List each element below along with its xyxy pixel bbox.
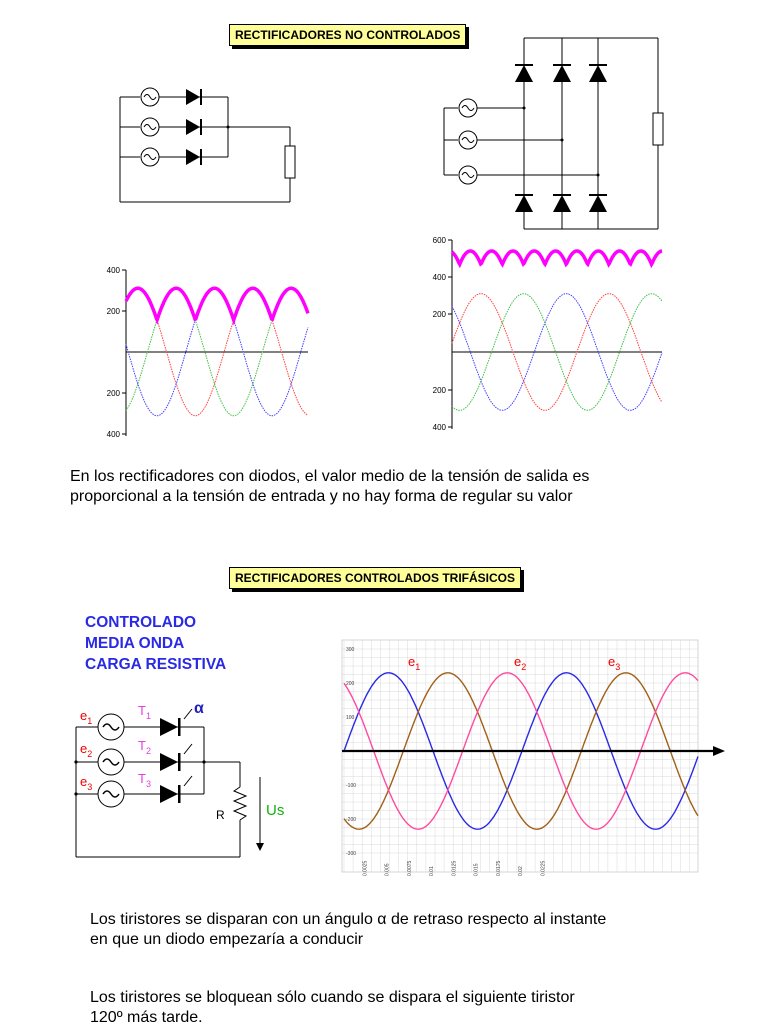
- e1-label: e: [80, 708, 88, 723]
- diode-icon: [186, 149, 200, 165]
- e1-wave-sub: 1: [415, 662, 421, 672]
- svg-text:e3: [80, 774, 92, 792]
- tick-label: 200: [432, 386, 446, 395]
- paragraph-blocking: [90, 988, 730, 1028]
- t3-label: T: [138, 771, 146, 786]
- y-tick-label: -300: [346, 851, 357, 857]
- y-tick-label: 300: [346, 647, 355, 653]
- tick-label: 400: [432, 273, 446, 282]
- half-wave-diode-circuit: [110, 80, 310, 210]
- e3-wave-sub: 3: [615, 662, 621, 672]
- x-tick-label: 0.0225: [540, 860, 547, 876]
- title-line: CARGA RESISTIVA: [85, 656, 227, 673]
- y-tick-label: 100: [346, 715, 355, 721]
- paragraph-line: Los tiristores se bloquean sólo cuando se dispara el siguiente tiristor: [90, 989, 575, 1006]
- output-wave: [126, 288, 308, 320]
- paragraph-line: en que un diodo empezaría a conducir: [90, 931, 364, 948]
- section-banner-uncontrolled: [229, 24, 466, 46]
- plot-three-phase-voltages: [330, 638, 728, 880]
- paragraph-line: En los rectificadores con diodos, el valor medio de la tensión de salida es: [70, 468, 590, 485]
- e1-sub: 1: [87, 716, 93, 726]
- t1-sub: 1: [145, 711, 151, 721]
- tick-label: 400: [106, 266, 120, 275]
- diode-icon: [186, 119, 200, 135]
- title-line: CONTROLADO: [85, 614, 197, 631]
- x-tick-label: 0.01: [429, 866, 435, 876]
- svg-text:T1: [138, 703, 151, 721]
- thyristor-half-wave-circuit: [70, 695, 310, 865]
- tick-label: 200: [106, 389, 120, 398]
- tick-label: 200: [106, 307, 120, 316]
- alpha-label: α: [194, 700, 204, 717]
- svg-text:T3: [138, 771, 151, 789]
- plot-half-wave: [100, 262, 315, 447]
- x-tick-label: 0.0175: [495, 860, 502, 876]
- e3-wave-label: e: [608, 654, 616, 669]
- y-tick-label: -200: [346, 817, 357, 823]
- e2-label: e: [80, 741, 88, 756]
- svg-text:T2: [138, 738, 151, 756]
- x-tick-label: 0.0125: [451, 860, 458, 876]
- tick-label: 600: [432, 236, 446, 245]
- banner-text: RECTIFICADORES NO CONTROLADOS: [235, 28, 461, 42]
- e3-label: e: [80, 774, 88, 789]
- e2-wave-sub: 2: [521, 662, 527, 672]
- r-label: R: [216, 808, 225, 822]
- paragraph-line: Los tiristores se disparan con un ángulo α de retraso respecto al instante: [90, 911, 607, 928]
- title-line: MEDIA ONDA: [85, 635, 185, 652]
- e3-sub: 3: [87, 782, 93, 792]
- y-tick-label: -100: [346, 783, 357, 789]
- e2-sub: 2: [87, 749, 93, 759]
- paragraph-firing-angle: [90, 910, 730, 950]
- x-tick-label: 0.0075: [406, 860, 413, 876]
- banner-text: RECTIFICADORES CONTROLADOS TRIFÁSICOS: [235, 571, 516, 585]
- t3-sub: 3: [145, 779, 151, 789]
- x-tick-label: 0.0025: [362, 860, 369, 876]
- us-label: Us: [266, 802, 285, 819]
- t1-label: T: [138, 703, 146, 718]
- y-tick-label: 200: [346, 681, 355, 687]
- x-tick-label: 0.02: [518, 866, 524, 876]
- diode-icon: [186, 89, 200, 105]
- tick-label: 200: [432, 310, 446, 319]
- paragraph-line: proporcional a la tensión de entrada y no hay forma de regular su valor: [70, 488, 573, 505]
- e2-wave-label: e: [514, 654, 522, 669]
- svg-text:e2: [80, 741, 92, 759]
- tick-label: 400: [432, 423, 446, 432]
- paragraph-line: 120º más tarde.: [90, 1009, 203, 1026]
- svg-text:e1: [80, 708, 92, 726]
- tick-label: 400: [106, 430, 120, 439]
- x-tick-label: 0.015: [473, 863, 480, 876]
- output-wave: [452, 251, 662, 264]
- controlled-title: [85, 612, 226, 675]
- section-banner-controlled: [229, 567, 521, 589]
- x-tick-label: 0.005: [384, 863, 391, 876]
- bridge-diode-circuit: [440, 36, 670, 236]
- t2-label: T: [138, 738, 146, 753]
- t2-sub: 2: [145, 746, 151, 756]
- paragraph-uncontrolled: [70, 467, 710, 507]
- plot-bridge: [424, 234, 669, 439]
- e1-wave-label: e: [408, 654, 416, 669]
